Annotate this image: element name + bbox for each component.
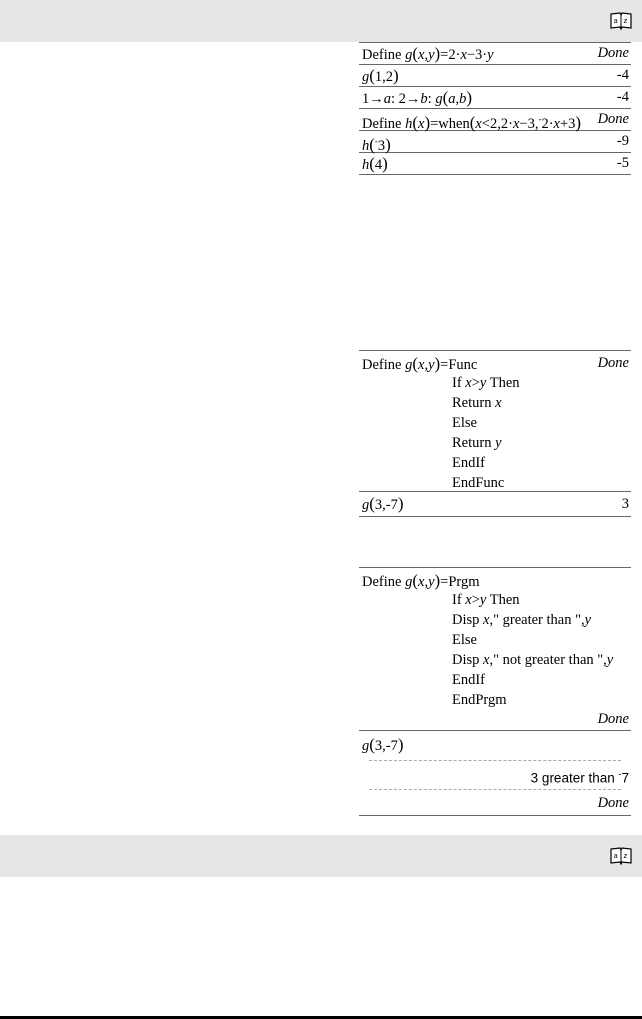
code-line: EndPrgm [452, 692, 507, 708]
calc-expression: g(3,-7) [362, 735, 404, 754]
divider [369, 789, 621, 790]
calc-expression: Define h(x)=when(x<2,2·x−3,-2·x+3) [362, 112, 582, 132]
svg-text:a: a [613, 17, 618, 25]
calc-row [359, 131, 631, 153]
calc-row [359, 42, 631, 65]
code-line: EndFunc [452, 475, 505, 491]
prgm-definition [359, 567, 631, 731]
svg-text:z: z [623, 17, 628, 25]
code-line: Else [452, 632, 477, 648]
calc-row [359, 109, 631, 131]
calc-result: -9 [616, 133, 629, 149]
header-band [0, 0, 642, 42]
code-line: Disp x," greater than ",y [452, 612, 592, 628]
calc-result: -4 [616, 89, 629, 105]
program-output: 3 greater than -7 [530, 769, 629, 786]
func-definition [359, 350, 631, 492]
calc-block-define-when [359, 42, 631, 175]
code-line: If x>y Then [452, 592, 520, 608]
calc-expression: Define g(x,y)=2·x−3·y [362, 44, 494, 63]
prgm-call [359, 731, 631, 816]
calc-row [359, 492, 631, 517]
code-line: If x>y Then [452, 375, 520, 391]
calc-expression: 1→a: 2→b: g(a,b) [362, 88, 473, 107]
calc-expression: h(-3) [362, 134, 391, 154]
calc-expression: h(4) [362, 154, 388, 173]
define-line: Define g(x,y)=Prgm [362, 571, 480, 590]
svg-text:z: z [623, 852, 628, 860]
calc-result: Done [597, 111, 629, 127]
code-line: Return y [452, 435, 502, 451]
code-line: Else [452, 415, 477, 431]
book-icon [610, 846, 632, 866]
calc-result: 3 [621, 496, 629, 512]
book-icon [610, 11, 632, 31]
calc-row [359, 87, 631, 109]
code-line: Disp x," not greater than ",y [452, 652, 614, 668]
calc-row [359, 65, 631, 87]
code-line: EndIf [452, 455, 486, 471]
divider [369, 760, 621, 761]
code-line: EndIf [452, 672, 486, 688]
define-line: Define g(x,y)=Func [362, 354, 478, 373]
calc-result: Done [597, 355, 629, 371]
calc-result: -5 [616, 155, 629, 171]
calc-expression: g(1,2) [362, 66, 399, 85]
calc-block-prgm [359, 567, 631, 816]
calc-result: -4 [616, 67, 629, 83]
calc-result: Done [597, 711, 629, 727]
calc-result: Done [597, 795, 629, 811]
calc-expression: g(3,-7) [362, 494, 404, 513]
calc-block-func [359, 350, 631, 517]
svg-text:a: a [613, 852, 618, 860]
section-band [0, 835, 642, 877]
calc-row [359, 153, 631, 175]
calc-result: Done [597, 45, 629, 61]
code-line: Return x [452, 395, 502, 411]
